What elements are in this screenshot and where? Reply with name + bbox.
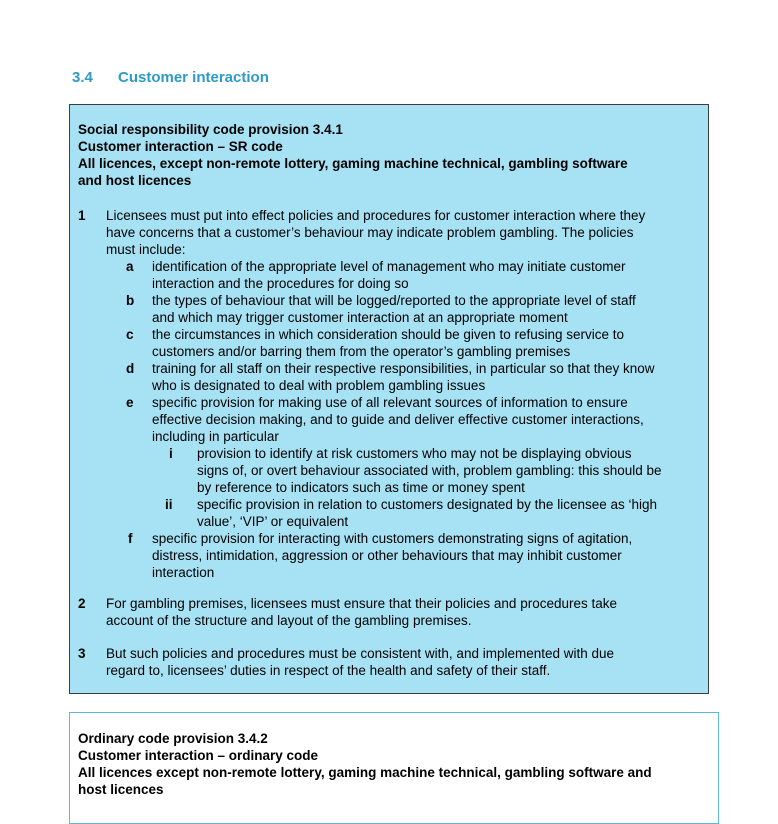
item-a-text bbox=[152, 258, 626, 292]
ordinary-code-title: Ordinary code provision 3.4.2 bbox=[78, 731, 268, 746]
item-d-text bbox=[152, 360, 655, 394]
paragraph-1-number: 1 bbox=[78, 208, 86, 223]
paragraph-1-line: must include: bbox=[106, 242, 186, 257]
item-d-letter: d bbox=[126, 361, 135, 376]
item-e-line: specific provision for making use of all relevant sources of information to ensure bbox=[152, 395, 628, 410]
item-e-text bbox=[152, 394, 644, 445]
paragraph-2-text bbox=[106, 595, 617, 629]
item-c-text bbox=[152, 326, 624, 360]
sr-code-box bbox=[69, 104, 709, 694]
item-f-line: distress, intimidation, aggression or other behaviours that may inhibit customer bbox=[152, 548, 622, 563]
subitem-i-line: provision to identify at risk customers who may not be displaying obvious bbox=[197, 446, 632, 461]
item-a-letter: a bbox=[126, 259, 134, 274]
paragraph-2-line: For gambling premises, licensees must ensure that their policies and procedures take bbox=[106, 596, 618, 611]
item-a-line: interaction and the procedures for doing so bbox=[152, 276, 409, 291]
ordinary-code-box bbox=[69, 712, 719, 824]
paragraph-1-line: Licensees must put into effect policies and procedures for customer interaction where they bbox=[106, 208, 646, 223]
item-f-line: specific provision for interacting with customers demonstrating signs of agitation, bbox=[152, 531, 633, 546]
paragraph-3-text bbox=[106, 645, 614, 679]
subitem-ii-line: specific provision in relation to customers designated by the licensee as ‘high bbox=[197, 497, 658, 512]
subitem-i-text bbox=[197, 445, 662, 496]
item-b-text bbox=[152, 292, 636, 326]
item-e-line: effective decision making, and to guide and deliver effective customer interactions, bbox=[152, 412, 644, 427]
subitem-ii-text bbox=[197, 496, 657, 530]
item-c-letter: c bbox=[126, 327, 134, 342]
paragraph-2-line: account of the structure and layout of the gambling premises. bbox=[106, 613, 472, 628]
item-f-line: interaction bbox=[152, 565, 215, 580]
sr-code-subtitle: Customer interaction – SR code bbox=[78, 139, 283, 154]
paragraph-1-line: have concerns that a customer’s behaviour may indicate problem gambling. The policies bbox=[106, 225, 634, 240]
item-b-line: and which may trigger customer interaction at an appropriate moment bbox=[152, 310, 568, 325]
sr-code-scope-line2: and host licences bbox=[78, 173, 192, 188]
item-f-letter: f bbox=[128, 531, 133, 546]
item-c-line: customers and/or barring them from the operator’s gambling premises bbox=[152, 344, 571, 359]
subitem-i-line: by reference to indicators such as time or money spent bbox=[197, 480, 525, 495]
section-heading bbox=[72, 69, 269, 86]
subitem-i-numeral: i bbox=[169, 446, 173, 461]
sr-code-scope-line1: All licences, except non-remote lottery, gaming machine technical, gambling software bbox=[78, 156, 628, 171]
subitem-ii-numeral: ii bbox=[165, 497, 173, 512]
sr-code-heading bbox=[78, 121, 628, 189]
ordinary-code-heading bbox=[78, 730, 652, 798]
item-c-line: the circumstances in which consideration should be given to refusing service to bbox=[152, 327, 624, 342]
ordinary-code-scope-line1: All licences except non-remote lottery, gaming machine technical, gambling software and bbox=[78, 765, 652, 780]
section-number: 3.4 bbox=[72, 69, 93, 86]
paragraph-2-number: 2 bbox=[78, 596, 86, 611]
subitem-i-line: signs of, or overt behaviour associated with, problem gambling: this should be bbox=[197, 463, 662, 478]
item-e-line: including in particular bbox=[152, 429, 279, 444]
subitem-ii-line: value’, ‘VIP’ or equivalent bbox=[197, 514, 349, 529]
paragraph-3-line: But such policies and procedures must be consistent with, and implemented with due bbox=[106, 646, 615, 661]
item-f-text bbox=[152, 530, 632, 581]
item-d-line: who is designated to deal with problem gambling issues bbox=[152, 378, 486, 393]
item-e-letter: e bbox=[126, 395, 134, 410]
paragraph-3-line: regard to, licensees’ duties in respect of the health and safety of their staff. bbox=[106, 663, 551, 678]
item-a-line: identification of the appropriate level of management who may initiate customer bbox=[152, 259, 626, 274]
ordinary-code-subtitle: Customer interaction – ordinary code bbox=[78, 748, 319, 763]
paragraph-1-text bbox=[106, 207, 645, 258]
paragraph-3-number: 3 bbox=[78, 646, 86, 661]
item-d-line: training for all staff on their respective responsibilities, in particular so that they know bbox=[152, 361, 655, 376]
item-b-line: the types of behaviour that will be logged/reported to the appropriate level of staff bbox=[152, 293, 636, 308]
section-title: Customer interaction bbox=[118, 69, 269, 86]
item-b-letter: b bbox=[126, 293, 135, 308]
ordinary-code-scope-line2: host licences bbox=[78, 782, 164, 797]
sr-code-title: Social responsibility code provision 3.4.1 bbox=[78, 122, 343, 137]
